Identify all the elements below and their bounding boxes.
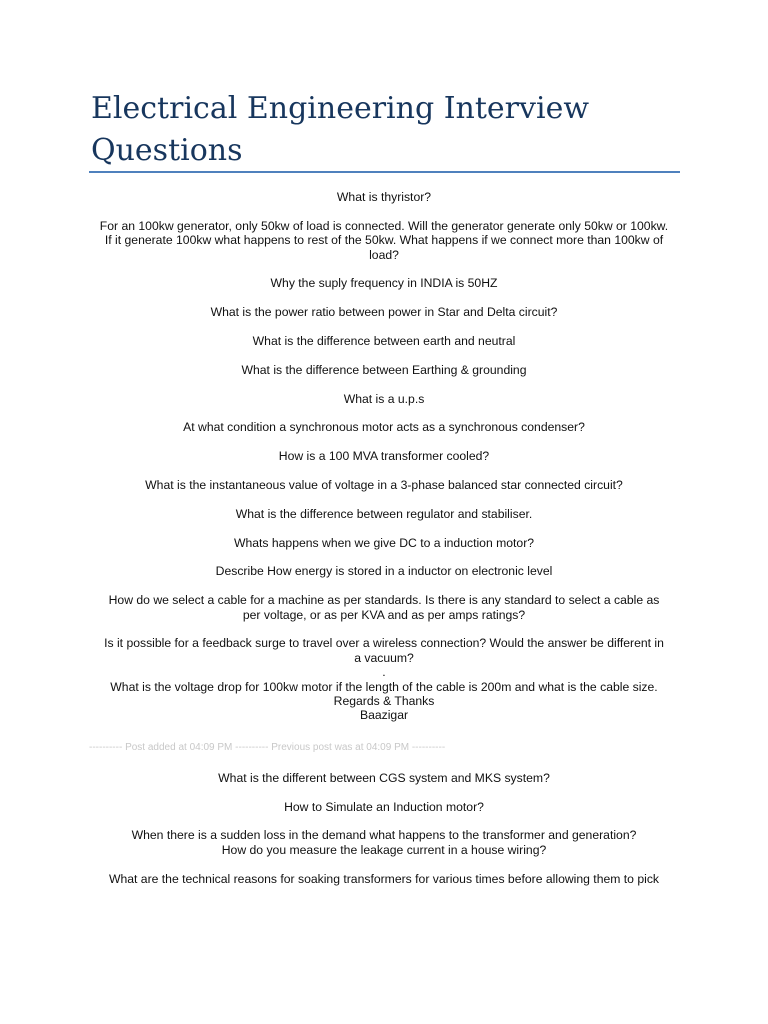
question: At what condition a synchronous motor acts as a synchronous condenser? xyxy=(183,420,585,435)
signoff: Regards & Thanks xyxy=(333,694,435,708)
separator-dot: . xyxy=(382,665,386,680)
document-title: Electrical Engineering Interview Questions xyxy=(91,91,590,168)
question: How is a 100 MVA transformer cooled? xyxy=(278,449,490,464)
question: What are the technical reasons for soaking transformers for various times before allowing them to pick xyxy=(108,871,660,886)
question: Why the suply frequency in INDIA is 50HZ xyxy=(270,276,498,291)
question: When there is a sudden loss in the demand what happens to the transformer and generation? xyxy=(131,828,637,843)
author-name: Baazigar xyxy=(359,708,409,723)
question: What is the different between CGS system and MKS system? xyxy=(218,770,550,785)
question: What is the difference between Earthing & grounding xyxy=(241,362,527,377)
question: How do you measure the leakage current in a house wiring? xyxy=(221,842,547,857)
question: What is the difference between earth and neutral xyxy=(252,334,516,348)
question: What is the instantaneous value of voltage in a 3-phase balanced star connected circuit? xyxy=(145,477,623,492)
question: Is it possible for a feedback surge to travel over a wireless connection? Would the answer be different in a vacuum? xyxy=(104,636,664,665)
post-meta: ---------- Post added at 04:09 PM ---------- Previous post was at 04:09 PM ---------- xyxy=(89,741,446,753)
question: Describe How energy is stored in a inductor on electronic level xyxy=(215,564,553,579)
question: How to Simulate an Induction motor? xyxy=(284,799,484,814)
question: How do we select a cable for a machine as per standards. Is there is any standard to select a cable as per voltage, or as per KVA and as per amps ratings? xyxy=(108,593,660,622)
question: What is the difference between regulator and stabiliser. xyxy=(235,506,533,521)
question: Whats happens when we give DC to a induction motor? xyxy=(233,535,535,550)
title-underline xyxy=(89,171,680,173)
document-body xyxy=(89,190,679,900)
question: For an 100kw generator, only 50kw of load is connected. Will the generator generate only 50kw or 100kw. If it generate 100kw what happens to rest of the 50kw. What happens if we connect more than 100kw of load? xyxy=(99,218,669,262)
question: What is the power ratio between power in Star and Delta circuit? xyxy=(210,305,558,320)
question: What is the voltage drop for 100kw motor if the length of the cable is 200m and what is the cable size. xyxy=(110,679,658,694)
question: What is thyristor? xyxy=(336,190,432,204)
question: What is a u.p.s xyxy=(343,391,425,406)
